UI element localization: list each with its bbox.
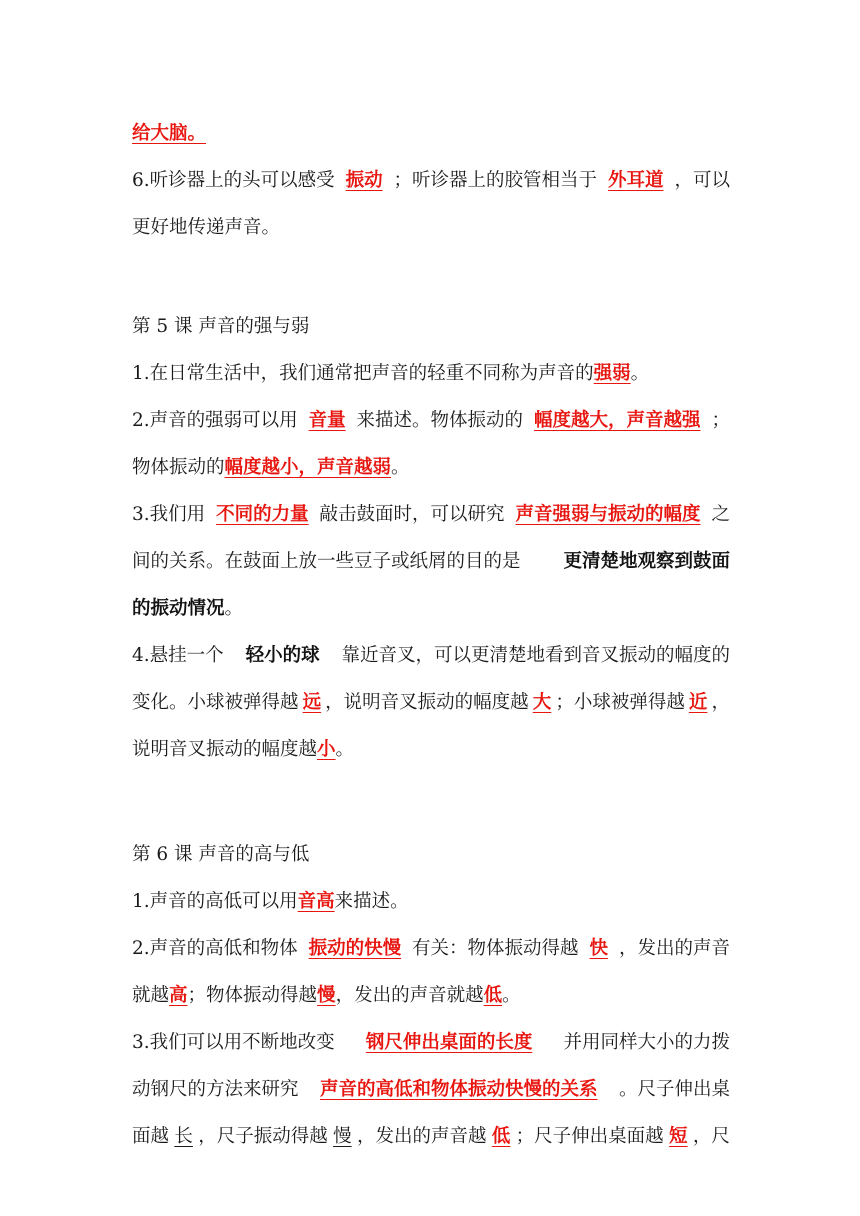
text-segment: 更好地传递声音。	[132, 217, 281, 238]
text-segment: 敲击鼓面时，可以研究	[319, 504, 505, 525]
answer-keyword: 慢	[317, 985, 336, 1006]
text-segment: 来描述。	[334, 891, 409, 912]
text-segment: 1.声音的高低可以用	[132, 891, 298, 912]
spacer	[132, 773, 732, 831]
answer-keyword: 音量	[308, 410, 346, 431]
text-segment: 就越	[132, 985, 170, 1006]
text-line	[132, 491, 730, 538]
text-segment: 说明音叉振动的幅度越	[132, 739, 318, 760]
text-segment: ；	[711, 410, 730, 431]
text-line	[132, 397, 730, 444]
text-segment: 6.听诊器上的头可以感受	[132, 170, 335, 191]
answer-keyword: 振动	[345, 170, 383, 191]
answer-keyword: 短	[669, 1126, 688, 1147]
answer-keyword: 低	[483, 985, 503, 1006]
text-segment: ；物体振动得越	[187, 985, 318, 1006]
answer-keyword: 低	[491, 1126, 511, 1147]
text-segment: ；听诊器上的胶管相当于	[393, 170, 598, 191]
answer-keyword: 给大脑。	[132, 123, 207, 144]
text-segment: ，发出的声音越	[356, 1126, 487, 1147]
text-line	[132, 972, 732, 1019]
answer-keyword: 音高	[297, 891, 335, 912]
text-segment: 动钢尺的方法来研究	[132, 1079, 299, 1100]
underlined-word: 长	[174, 1126, 193, 1147]
text-segment: ，说明音叉振动的幅度越	[325, 692, 529, 713]
text-segment: 4.悬挂一个	[132, 645, 224, 666]
text-segment: 3.我们用	[132, 504, 206, 525]
document-page	[132, 110, 732, 1160]
lesson-title: 第 6 课 声音的高与低	[132, 844, 310, 865]
answer-keyword: 声音强弱与振动的幅度	[515, 504, 701, 525]
text-segment: 。	[502, 985, 521, 1006]
text-line	[132, 350, 732, 397]
text-segment: 面越	[132, 1126, 170, 1147]
text-segment: ；尺子伸出桌面越	[515, 1126, 664, 1147]
answer-keyword: 小	[317, 739, 336, 760]
answer-keyword: 近	[688, 692, 708, 713]
text-segment: ，发出的声音	[618, 938, 730, 959]
text-segment: 。尺子伸出桌	[618, 1079, 730, 1100]
text-line	[132, 632, 730, 679]
text-segment: 来描述。物体振动的	[356, 410, 524, 431]
text-segment: 有关：物体振动得越	[412, 938, 579, 959]
text-segment: 变化。小球被弹得越	[132, 692, 299, 713]
text-segment: 2.声音的强弱可以用	[132, 410, 298, 431]
answer-keyword: 高	[169, 985, 188, 1006]
bold-phrase: 轻小的球	[245, 645, 320, 666]
text-line	[132, 157, 730, 204]
answer-keyword: 外耳道	[608, 170, 664, 191]
answer-keyword: 不同的力量	[216, 504, 309, 525]
spacer	[132, 251, 732, 303]
answer-keyword: 幅度越大，声音越强	[534, 410, 701, 431]
text-segment: ，	[711, 692, 730, 713]
lesson-heading	[132, 303, 732, 350]
text-segment: 物体振动的	[132, 457, 225, 478]
text-line	[132, 585, 732, 632]
text-line	[132, 925, 730, 972]
text-line	[132, 1019, 730, 1066]
text-line	[132, 538, 730, 585]
text-segment: 并用同样大小的力拨	[563, 1032, 730, 1053]
lesson-title: 第 5 课 声音的强与弱	[132, 316, 310, 337]
text-segment: ；小球被弹得越	[555, 692, 685, 713]
text-segment: 2.声音的高低和物体	[132, 938, 298, 959]
text-segment: 。	[335, 739, 355, 760]
text-line	[132, 1066, 730, 1113]
text-line	[132, 878, 732, 925]
text-segment: ，发出的声音就越	[335, 985, 484, 1006]
text-segment: ，尺	[692, 1126, 730, 1147]
bold-phrase: 的振动情况	[132, 598, 225, 619]
text-segment: 1.在日常生活中，我们通常把声音的轻重不同称为声音的	[132, 363, 594, 384]
text-line	[132, 444, 732, 491]
answer-keyword: 钢尺伸出桌面的长度	[365, 1032, 533, 1053]
text-segment: 。	[224, 598, 244, 619]
text-segment: 间的关系。在鼓面上放一些豆子或纸屑的目的是	[132, 551, 521, 572]
answer-keyword: 声音的高低和物体振动快慢的关系	[319, 1079, 598, 1100]
lesson-heading	[132, 831, 732, 878]
text-segment: 。	[391, 457, 410, 478]
text-segment: 。	[630, 363, 650, 384]
answer-keyword: 强弱	[593, 363, 631, 384]
text-segment: ，尺子振动得越	[198, 1126, 328, 1147]
answer-keyword: 振动的快慢	[308, 938, 402, 959]
text-line	[132, 679, 730, 726]
underlined-word: 慢	[333, 1126, 352, 1147]
answer-keyword: 快	[589, 938, 609, 959]
text-segment: ，可以	[674, 170, 730, 191]
text-line	[132, 726, 732, 773]
answer-keyword: 幅度越小，声音越弱	[224, 457, 392, 478]
text-line	[132, 110, 732, 157]
text-segment: 3.我们可以用不断地改变	[132, 1032, 335, 1053]
answer-keyword: 大	[532, 692, 552, 713]
text-segment: 靠近音叉，可以更清楚地看到音叉振动的幅度的	[341, 645, 730, 666]
text-line	[132, 204, 732, 251]
bold-phrase: 更清楚地观察到鼓面	[563, 551, 730, 572]
text-segment: 之	[711, 504, 730, 525]
answer-keyword: 远	[302, 692, 322, 713]
text-line	[132, 1113, 730, 1160]
